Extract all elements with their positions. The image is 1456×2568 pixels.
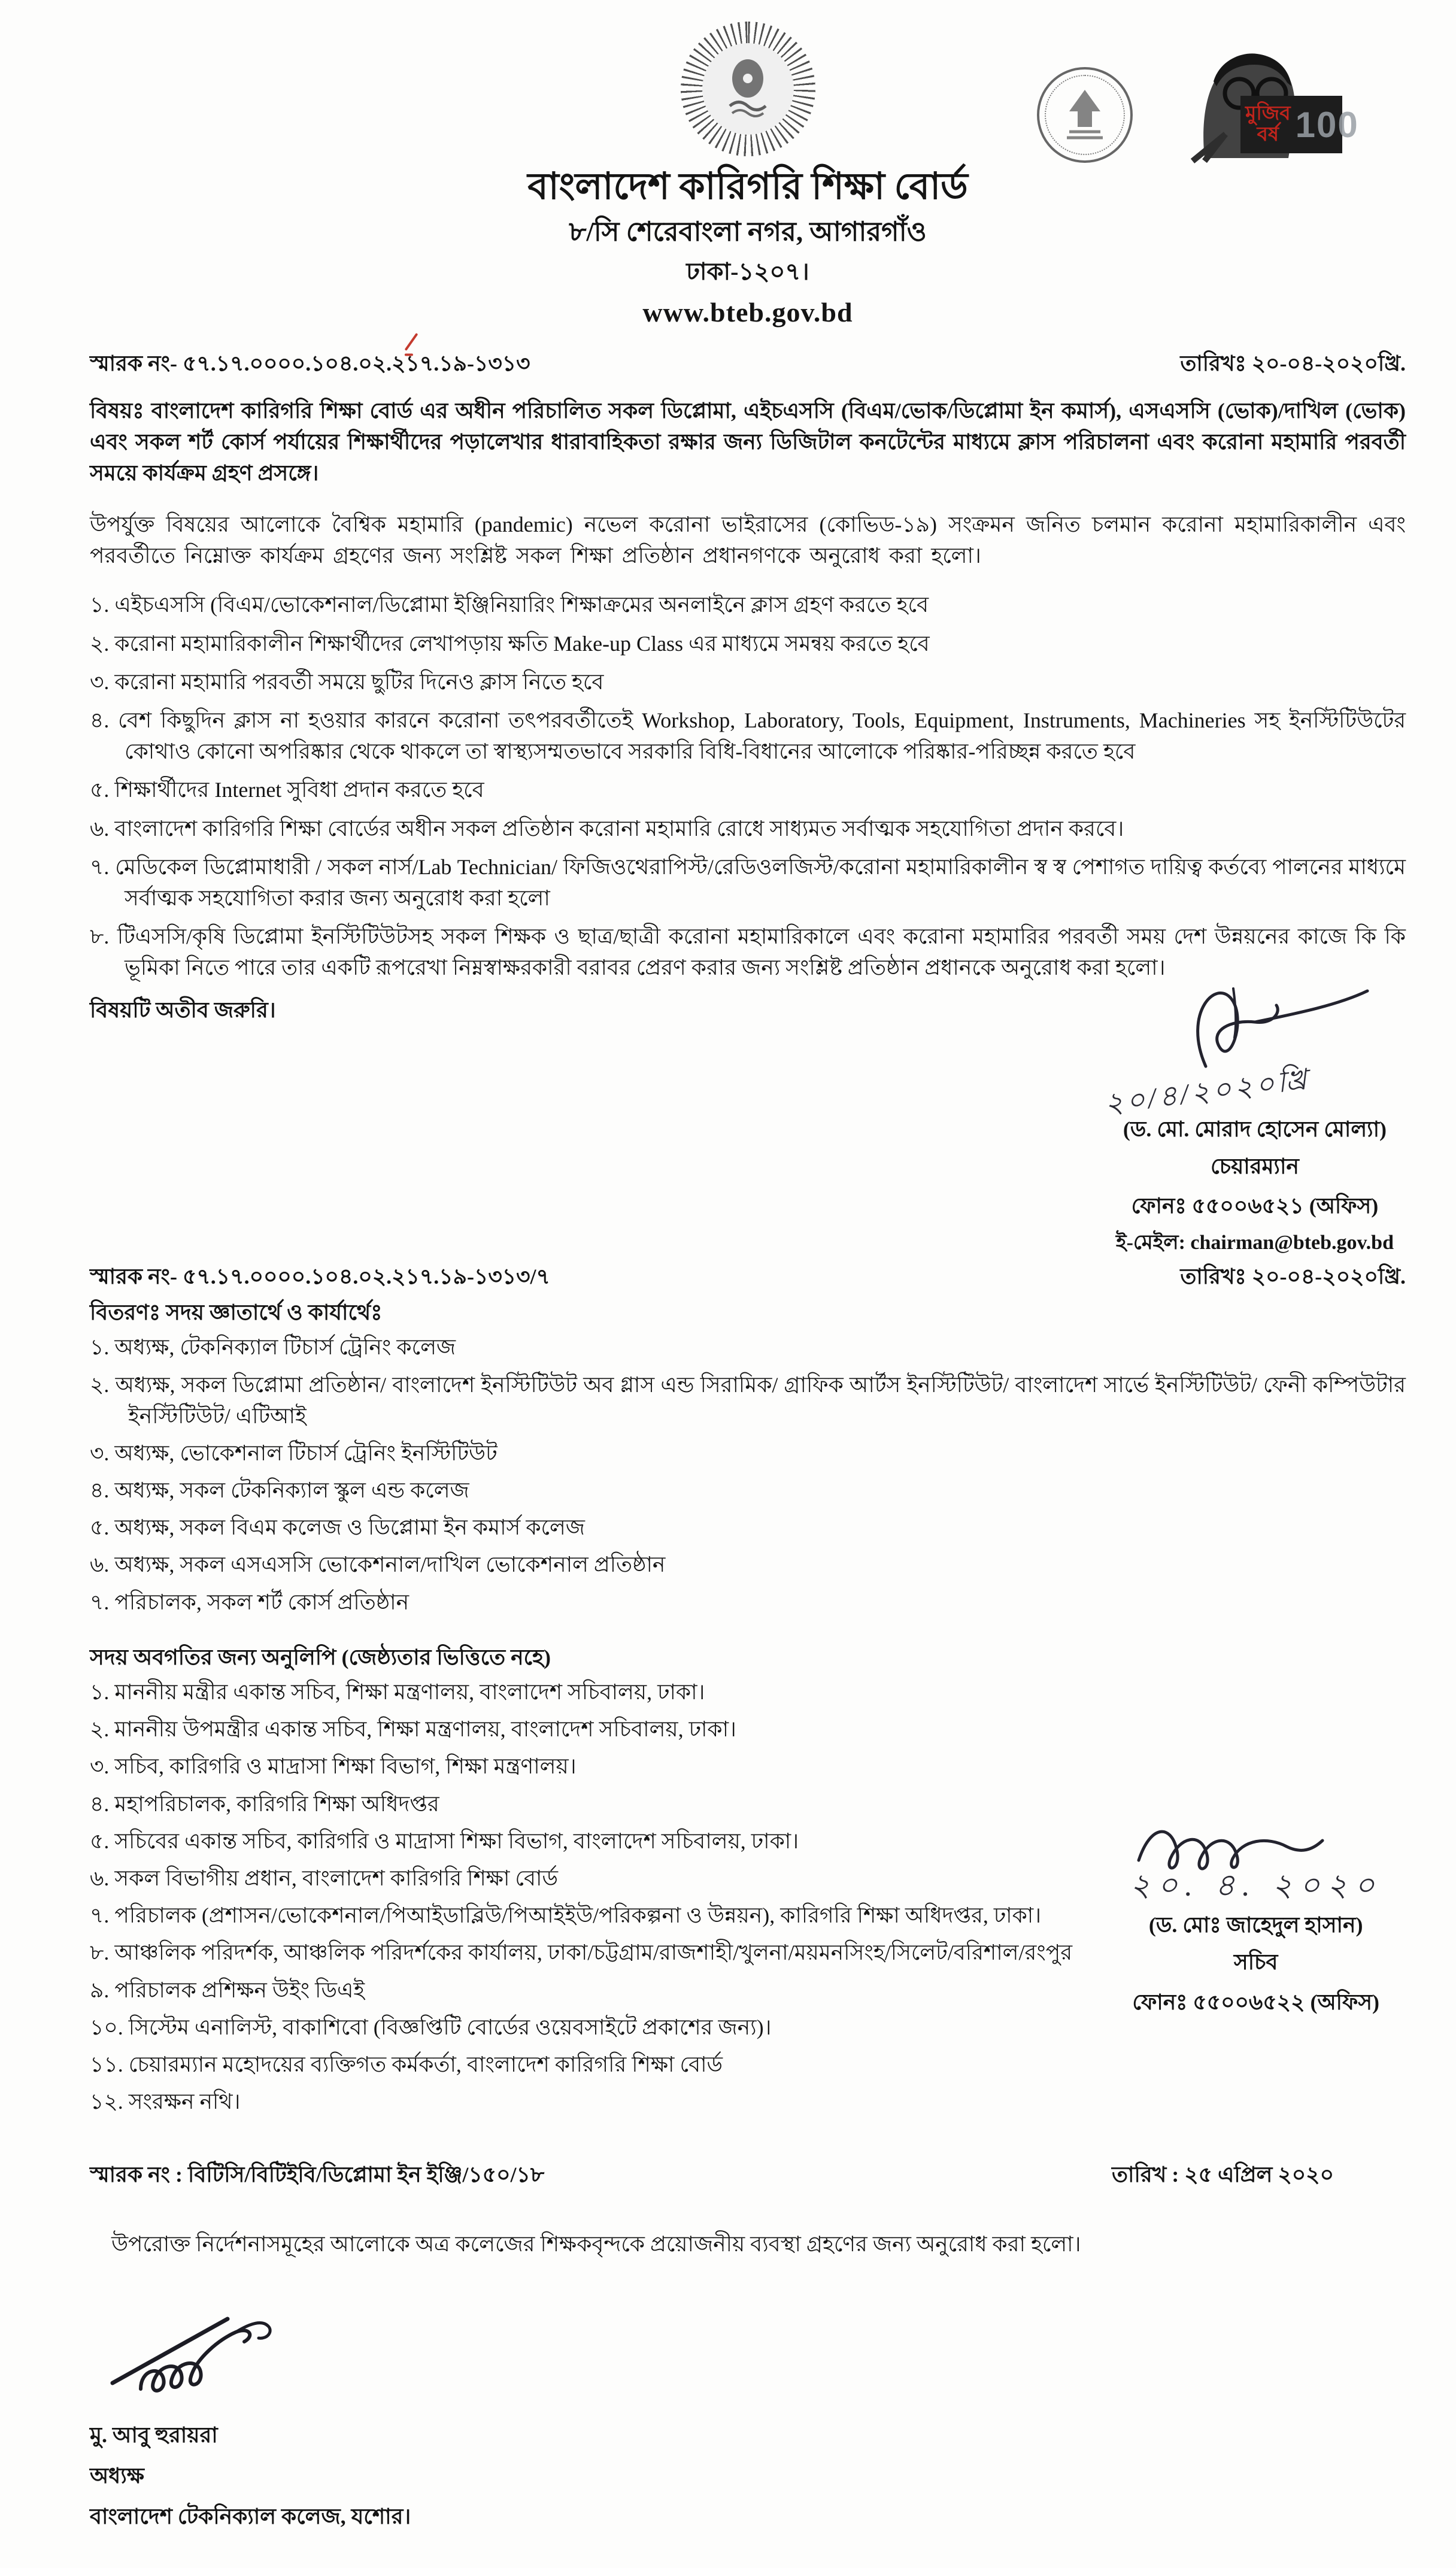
principal-signature-icon xyxy=(108,2302,305,2410)
distribution-item: ২. অধ্যক্ষ, সকল ডিপ্লোমা প্রতিষ্ঠান/ বাংলাদেশ ইনস্টিটিউট অব গ্লাস এন্ড সিরামিক/ গ্রাফিক আর্টস ইনস্টিটিউট/ বাংলাদেশ সার্ভে ইনস্টিটিউট/ ফেনী কম্পিউটার ইনস্টিটিউট/ এটিআই xyxy=(90,1372,1406,1428)
memo-number-1: স্মারক নং- ৫৭.১৭.০০০০.১০৪.০২.২১৭.১৯-১৩১৩ xyxy=(90,348,530,379)
chairman-handwritten-date: ২০/৪/২০২০খ্রি xyxy=(1102,1063,1312,1120)
cc-item: ৫. সচিবের একান্ত সচিব, কারিগরি ও মাদ্রাসা শিক্ষা বিভাগ, বাংলাদেশ সচিবালয়, ঢাকা। xyxy=(90,1829,799,1853)
org-name: বাংলাদেশ কারিগরি শিক্ষা বোর্ড xyxy=(527,166,968,207)
directive-item: ৫. শিক্ষার্থীদের Internet সুবিধা প্রদান করতে হবে xyxy=(90,778,484,802)
secretary-title: সচিব xyxy=(1233,1950,1278,1975)
org-website: www.bteb.gov.bd xyxy=(642,296,853,328)
cc-item: ৬. সকল বিভাগীয় প্রধান, বাংলাদেশ কারিগরি শিক্ষা বোর্ড xyxy=(90,1866,558,1890)
mujib-100-badge xyxy=(1240,96,1359,153)
memo-line-1 xyxy=(90,348,1406,379)
principal-name: মু. আবু হুরায়রা xyxy=(90,2423,218,2447)
chairman-name: (ড. মো. মোরাদ হোসেন মোল্যা) xyxy=(1123,1117,1387,1142)
chairman-signature-block xyxy=(1102,971,1394,1257)
cc-item: ১১. চেয়ারম্যান মহোদয়ের ব্যক্তিগত কর্মকর্তা, বাংলাদেশ কারিগরি শিক্ষা বোর্ড xyxy=(90,2052,723,2076)
mujib-borsho-logo xyxy=(1169,38,1359,164)
chairman-signature-icon xyxy=(1116,971,1373,1078)
memo-date-3: তারিখ : ২৫ এপ্রিল ২০২০ xyxy=(1112,2163,1334,2187)
directive-item: ১. এইচএসসি (বিএম/ভোকেশনাল/ডিপ্লোমা ইঞ্জিনিয়ারিং শিক্ষাক্রমের অনলাইনে ক্লাস গ্রহণ করতে হবে xyxy=(90,593,929,617)
chairman-phone: ফোনঃ ৫৫০০৬৫২১ (অফিস) xyxy=(1131,1194,1379,1218)
cc-item: ৮. আঞ্চলিক পরিদর্শক, আঞ্চলিক পরিদর্শকের কার্যালয়, ঢাকা/চট্টগ্রাম/রাজশাহী/খুলনা/ময়মনসিংহ/সিলেট/বরিশাল/রংপুর xyxy=(90,1941,1073,1965)
cc-item: ৭. পরিচালক (প্রশাসন/ভোকেশনাল/পিআইডাব্লিউ/পিআইইউ/পরিকল্পনা ও উন্নয়ন), কারিগরি শিক্ষা অধিদপ্তর, ঢাকা। xyxy=(90,1903,1042,1928)
memo-line-2 xyxy=(90,1261,1406,1292)
distribution-item: ৬. অধ্যক্ষ, সকল এসএসসি ভোকেশনাল/দাখিল ভোকেশনাল প্রতিষ্ঠান xyxy=(90,1553,666,1577)
distribution-item: ৪. অধ্যক্ষ, সকল টেকনিক্যাল স্কুল এন্ড কলেজ xyxy=(90,1478,469,1503)
directive-item: ৭. মেডিকেল ডিপ্লোমাধারী / সকল নার্স/Lab Technician/ ফিজিওথেরাপিস্ট/রেডিওলজিস্ট/করোনা মহামারিকালীন স্ব স্ব পেশাগত দায়িত্ব কর্তব্যে পালনের মাধ্যমে সর্বাত্মক সহযোগিতা করার জন্য অনুরোধ করা হলো xyxy=(90,854,1406,910)
secretary-handwritten-date: ২০. ৪. ২০২০ xyxy=(1130,1868,1382,1903)
urgent-note: বিষয়টি অতীব জরুরি। xyxy=(90,998,276,1022)
red-checkmark-icon xyxy=(405,333,418,351)
chairman-title: চেয়ারম্যান xyxy=(1211,1154,1299,1179)
directive-item: ৮. টিএসসি/কৃষি ডিপ্লোমা ইনস্টিটিউটসহ সকল শিক্ষক ও ছাত্র/ছাত্রী করোনা মহামারিকালে এবং করোনা মহামারির পরবর্তী সময় দেশ উন্নয়নের কাজে কি কি ভূমিকা নিতে পারে তার একটি রূপরেখা নিম্নস্বাক্ষরকারী বরাবর প্রেরণ করার জন্য সংশ্লিষ্ট প্রতিষ্ঠান প্রধানকে অনুরোধ করা হলো। xyxy=(90,924,1406,980)
forwarding-note: উপরোক্ত নির্দেশনাসমূহের আলোকে অত্র কলেজের শিক্ষকবৃন্দকে প্রয়োজনীয় ব্যবস্থা গ্রহণের জন্য অনুরোধ করা হলো। xyxy=(111,2232,1081,2257)
principal-signature-block xyxy=(90,2302,1406,2533)
memo-number-3: স্মারক নং : বিটিসি/বিটিইবি/ডিপ্লোমা ইন ইঞ্জি/১৫০/১৮ xyxy=(90,2163,545,2187)
subject-line: বিষয়ঃ বাংলাদেশ কারিগরি শিক্ষা বোর্ড এর অধীন পরিচালিত সকল ডিপ্লোমা, এইচএসসি (বিএম/ভোক/ডিপ্লোমা ইন কমার্স), এসএসসি (ভোক)/দাখিল (ভোক) এবং সকল শর্ট কোর্স পর্যায়ের শিক্ষার্থীদের পড়ালেখার ধারাবাহিকতা রক্ষার জন্য ডিজিটাল কনটেন্টের মাধ্যমে ক্লাস পরিচালনা এবং করোনা মহামারি পরবর্তী সময়ে কার্যক্রম গ্রহণ প্রসঙ্গে। xyxy=(90,398,1406,485)
mujib-word1: মুজিব xyxy=(1245,103,1291,125)
org-address-line1: ৮/সি শেরেবাংলা নগর, আগারগাঁও xyxy=(569,217,927,247)
principal-institution: বাংলাদেশ টেকনিক্যাল কলেজ, যশোর। xyxy=(90,2505,411,2529)
cc-item: ৩. সচিব, কারিগরি ও মাদ্রাসা শিক্ষা বিভাগ, শিক্ষা মন্ত্রণালয়। xyxy=(90,1754,577,1779)
directive-item: ৪. বেশ কিছুদিন ক্লাস না হওয়ার কারনে করোনা তৎপরবর্তীতেই Workshop, Laboratory, Tools, Equipment, Instruments, Machineries সহ ইনস্টিটিউটের কোথাও কোনো অপরিষ্কার থেকে থাকলে তা স্বাস্থ্যসম্মতভাবে সরকারি বিধি-বিধানের আলোকে পরিষ্কার-পরিচ্ছন্ন করতে হবে xyxy=(90,708,1406,764)
cc-item: ১০. সিস্টেম এনালিস্ট, বাকাশিবো (বিজ্ঞপ্তিটি বোর্ডের ওয়েবসাইটে প্রকাশের জন্য)। xyxy=(90,2015,772,2039)
secretary-signature-block xyxy=(1130,1803,1382,2018)
directives-list xyxy=(90,589,1406,983)
bteb-starburst-seal-icon xyxy=(681,22,815,156)
secretary-name: (ড. মোঃ জাহেদুল হাসান) xyxy=(1148,1913,1363,1938)
memo-line-3 xyxy=(90,2159,1406,2190)
institution-round-seal-icon xyxy=(1037,67,1133,163)
directive-item: ৬. বাংলাদেশ কারিগরি শিক্ষা বোর্ডের অধীন সকল প্রতিষ্ঠান করোনা মহামারি রোধে সাধ্যমত সর্বাত্মক সহযোগিতা প্রদান করবে। xyxy=(90,816,1124,841)
directive-item: ২. করোনা মহামারিকালীন শিক্ষার্থীদের লেখাপড়ায় ক্ষতি Make-up Class এর মাধ্যমে সমন্বয় করতে হবে xyxy=(90,631,930,656)
secretary-phone: ফোনঃ ৫৫০০৬৫২২ (অফিস) xyxy=(1132,1990,1380,2014)
cc-item: ২. মাননীয় উপমন্ত্রীর একান্ত সচিব, শিক্ষা মন্ত্রণালয়, বাংলাদেশ সচিবালয়, ঢাকা। xyxy=(90,1717,736,1742)
distribution-item: ১. অধ্যক্ষ, টেকনিক্যাল টিচার্স ট্রেনিং কলেজ xyxy=(90,1335,456,1360)
memo-number-2: স্মারক নং- ৫৭.১৭.০০০০.১০৪.০২.২১৭.১৯-১৩১৩/৭ xyxy=(90,1264,550,1288)
cc-list xyxy=(90,1676,1143,2117)
cc-item: ৯. পরিচালক প্রশিক্ষন উইং ডিএই xyxy=(90,1978,365,2002)
memo-date-2: তারিখঃ ২০-০৪-২০২০খ্রি. xyxy=(1180,1264,1406,1288)
seal-emblem-icon xyxy=(712,53,784,125)
distribution-item: ৩. অধ্যক্ষ, ভোকেশনাল টিচার্স ট্রেনিং ইনস্টিটিউট xyxy=(90,1441,498,1465)
distribution-list xyxy=(90,1332,1406,1618)
letterhead xyxy=(90,22,1406,332)
distribution-item: ৭. পরিচালক, সকল শর্ট কোর্স প্রতিষ্ঠান xyxy=(90,1590,410,1614)
chairman-email: ই-মেইল: chairman@bteb.gov.bd xyxy=(1115,1231,1394,1254)
cc-item: ৪. মহাপরিচালক, কারিগরি শিক্ষা অধিদপ্তর xyxy=(90,1791,439,1816)
cc-heading: সদয় অবগতির জন্য অনুলিপি (জেষ্ঠ্যতার ভিত্তিতে নহে) xyxy=(90,1645,551,1669)
directive-item: ৩. করোনা মহামারি পরবর্তী সময়ে ছুটির দিনেও ক্লাস নিতে হবে xyxy=(90,669,604,694)
mujib-word2: বর্ষ xyxy=(1257,124,1279,145)
distribution-heading: বিতরণঃ সদয় জ্ঞাতার্থে ও কার্যার্থেঃ xyxy=(90,1300,383,1325)
cc-item: ১. মাননীয় মন্ত্রীর একান্ত সচিব, শিক্ষা মন্ত্রণালয়, বাংলাদেশ সচিবালয়, ঢাকা। xyxy=(90,1680,705,1705)
cc-item: ১২. সংরক্ষন নথি। xyxy=(90,2090,241,2114)
mujib-100-number: 100 xyxy=(1295,104,1359,145)
org-address-line2: ঢাকা-১২০৭। xyxy=(686,257,809,285)
memo-date-1: তারিখঃ ২০-০৪-২০২০খ্রি. xyxy=(1180,351,1406,376)
principal-title: অধ্যক্ষ xyxy=(90,2463,144,2488)
intro-paragraph: উপর্যুক্ত বিষয়ের আলোকে বৈশ্বিক মহামারি (pandemic) নভেল করোনা ভাইরাসের (কোভিড-১৯) সংক্রমন জনিত চলমান করোনা মহামারিকালীন এবং পরবর্তীতে নিম্নোক্ত কার্যক্রম গ্রহণের জন্য সংশ্লিষ্ট সকল শিক্ষা প্রতিষ্ঠান প্রধানগণকে অনুরোধ করা হলো। xyxy=(90,513,1406,568)
distribution-item: ৫. অধ্যক্ষ, সকল বিএম কলেজ ও ডিপ্লোমা ইন কমার্স কলেজ xyxy=(90,1515,586,1540)
